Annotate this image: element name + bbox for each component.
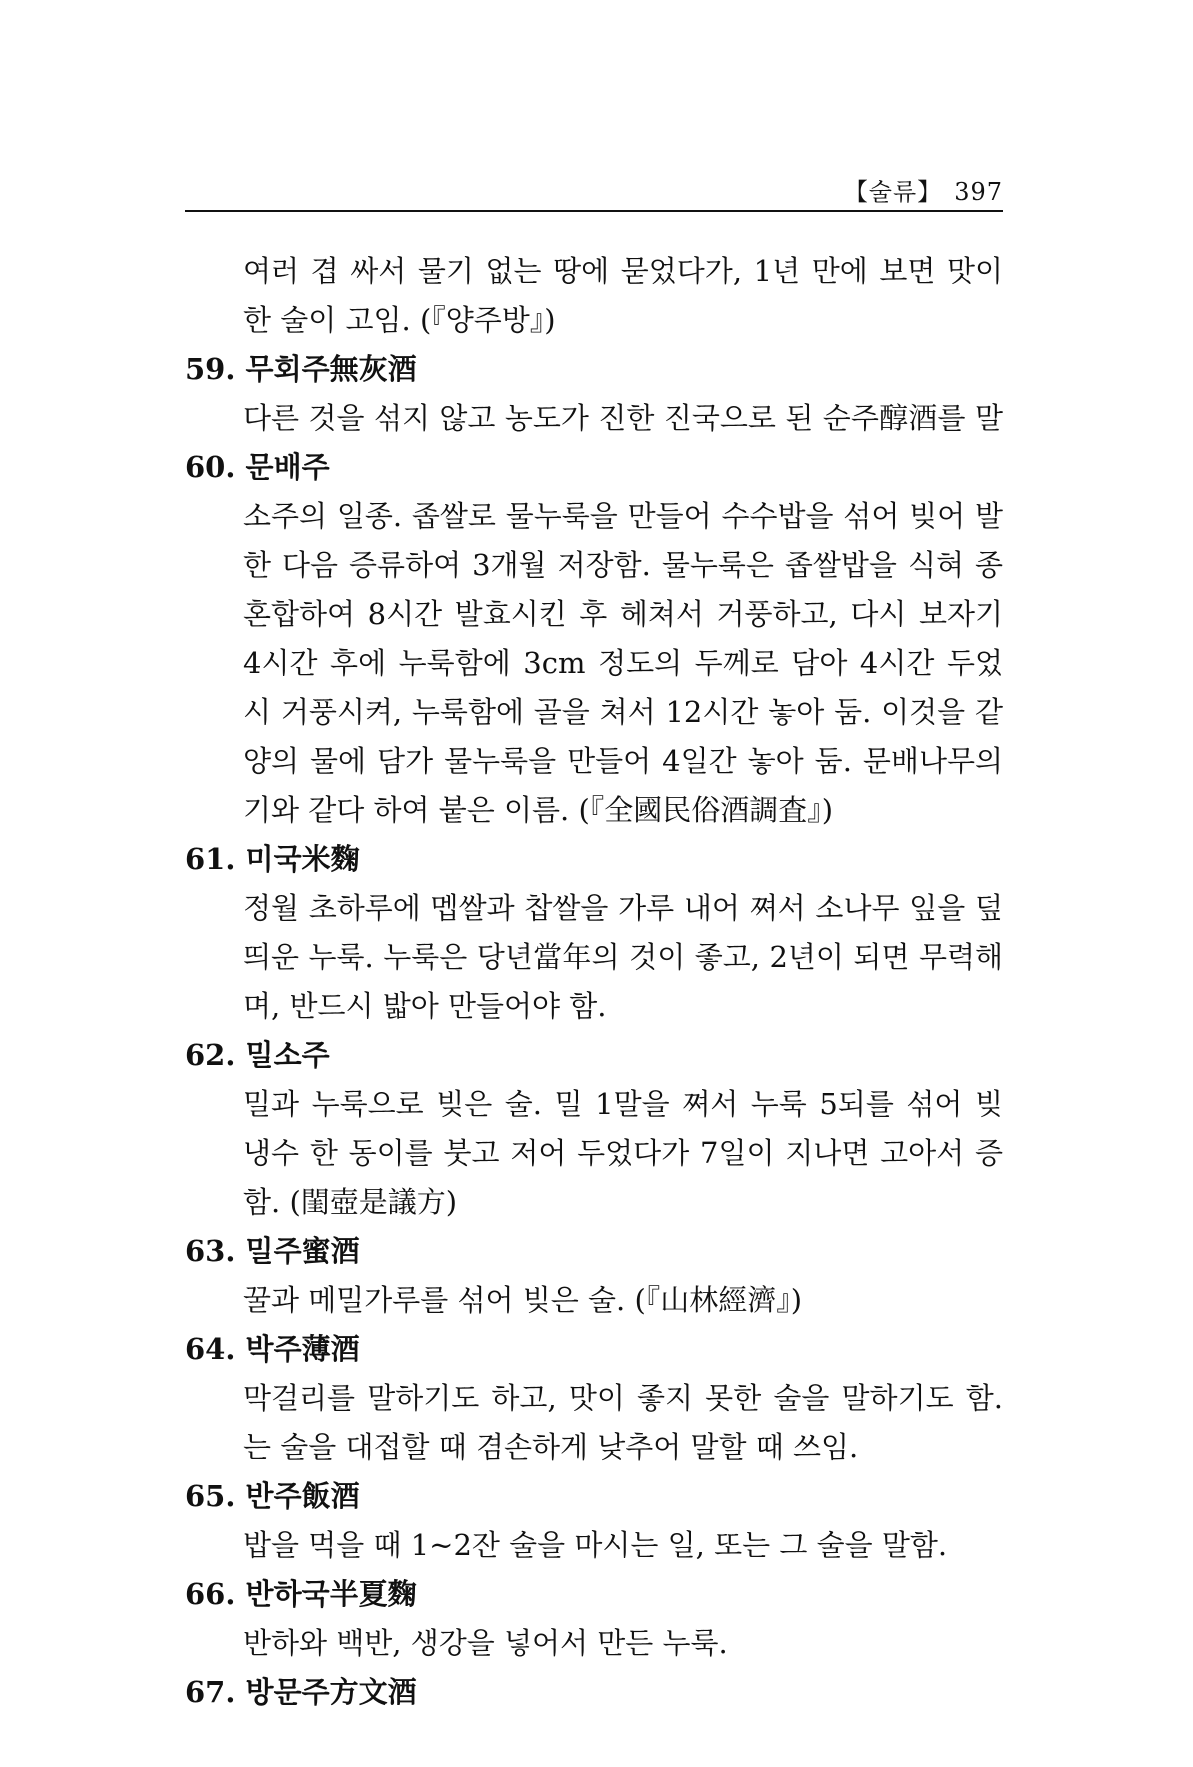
body-line: 며, 반드시 밟아 만들어야 함. [243,989,607,1023]
body-line: 함. (閨壺是議方) [243,1185,458,1219]
body-line: 기와 같다 하여 붙은 이름. (『全國民俗酒調査』) [243,793,834,827]
body-line: 한 다음 증류하여 3개월 저장함. 물누룩은 좁쌀밥을 식혀 종 [243,548,1003,582]
body-line: 혼합하여 8시간 발효시킨 후 헤쳐서 거풍하고, 다시 보자기 [243,597,1003,631]
entry-heading: 64. 박주薄酒 [185,1332,360,1366]
header-rule [185,210,1003,212]
body-line: 한 술이 고임. (『양주방』) [243,303,556,337]
entry-heading: 67. 방문주方文酒 [185,1675,417,1709]
entry-heading: 62. 밀소주 [185,1038,330,1072]
body-line: 꿀과 메밀가루를 섞어 빚은 술. (『山林經濟』) [243,1283,803,1317]
body-line: 4시간 후에 누룩함에 3cm 정도의 두께로 담아 4시간 두었 [243,646,1003,680]
entry-heading: 63. 밀주蜜酒 [185,1234,360,1268]
body-line: 반하와 백반, 생강을 넣어서 만든 누룩. [243,1626,728,1660]
body-line: 밥을 먹을 때 1~2잔 술을 마시는 일, 또는 그 술을 말함. [243,1528,948,1562]
body-line: 띄운 누룩. 누룩은 당년當年의 것이 좋고, 2년이 되면 무력해 [243,940,1003,974]
entry-heading: 66. 반하국半夏麴 [185,1577,417,1611]
header-text [844,172,1003,207]
body-line: 시 거풍시켜, 누룩함에 골을 쳐서 12시간 놓아 둠. 이것을 같 [243,695,1003,729]
body-line: 막걸리를 말하기도 하고, 맛이 좋지 못한 술을 말하기도 함. [243,1381,1003,1415]
body-line: 소주의 일종. 좁쌀로 물누룩을 만들어 수수밥을 섞어 빚어 발 [243,499,1003,533]
entry-heading: 59. 무회주無灰酒 [185,352,417,386]
running-header [185,172,1003,210]
entry-heading: 65. 반주飯酒 [185,1479,360,1513]
body-line: 정월 초하루에 멥쌀과 찹쌀을 가루 내어 쪄서 소나무 잎을 덮 [243,891,1003,925]
entry-heading: 61. 미국米麴 [185,842,360,876]
entry-heading: 60. 문배주 [185,450,330,484]
page-number: 397 [954,178,1003,206]
section-label: 【술류】 [843,178,943,206]
body-line: 는 술을 대접할 때 겸손하게 낮추어 말할 때 쓰임. [243,1430,859,1464]
body-line: 양의 물에 담가 물누룩을 만들어 4일간 놓아 둠. 문배나무의 [243,744,1003,778]
body-line: 다른 것을 섞지 않고 농도가 진한 진국으로 된 순주醇酒를 말 [243,401,1003,435]
body-line: 여러 겹 싸서 물기 없는 땅에 묻었다가, 1년 만에 보면 맛이 [243,254,1003,288]
body-line: 밀과 누룩으로 빚은 술. 밀 1말을 쪄서 누룩 5되를 섞어 빚 [243,1087,1003,1121]
body-text [185,247,1003,1717]
body-line: 냉수 한 동이를 붓고 저어 두었다가 7일이 지나면 고아서 증 [243,1136,1003,1170]
